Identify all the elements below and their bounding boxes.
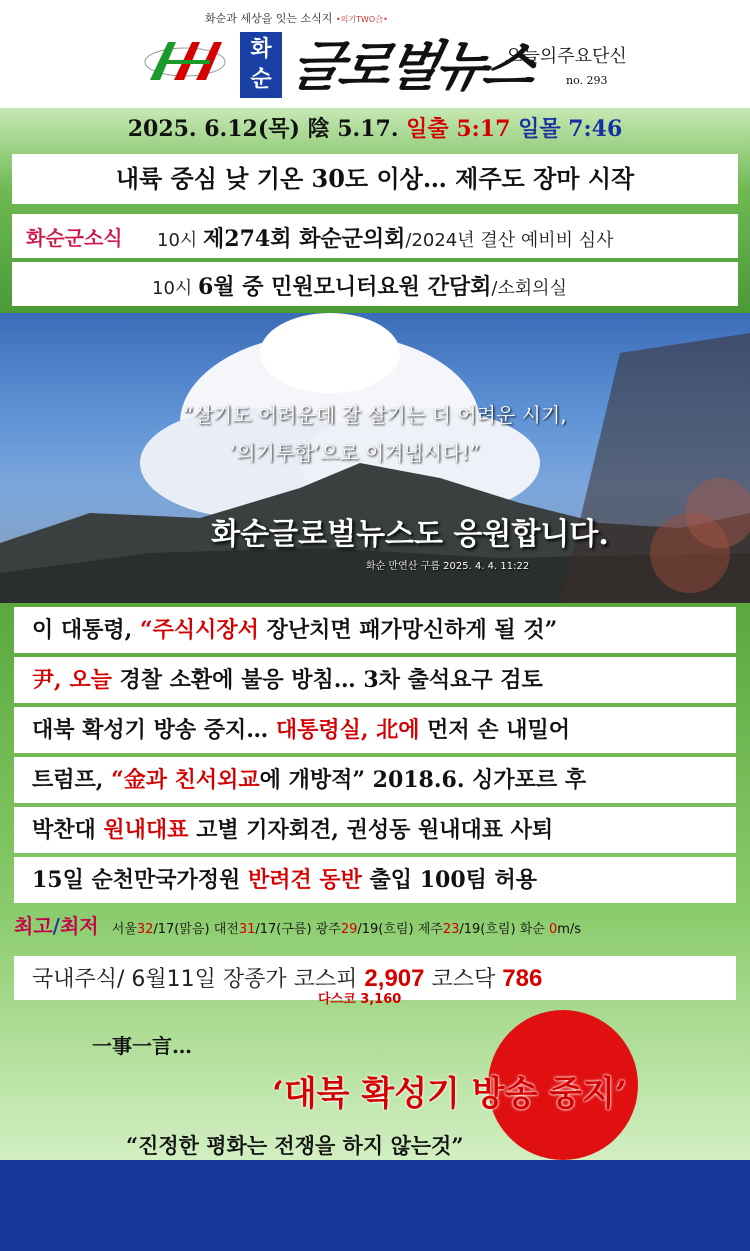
news-item [14,757,736,803]
hs-logo-icon [140,36,230,84]
city-high: 32 [136,922,154,937]
local-item-title: 제274회 화순군의회 [203,226,406,252]
news-text: 15일 순천만국가정원 [32,867,248,893]
city-high: 29 [340,922,358,937]
weather-cities [112,922,581,937]
news-highlight: “주식시장서 [140,617,259,643]
city-rest: /19(흐림) [357,922,414,937]
hwasun-logo-box [240,32,282,98]
sunset-label: 일몰 [518,116,561,142]
weather-row [14,910,736,952]
city-name: 서울 [111,922,137,937]
local-news-item [152,270,567,301]
news-text: 대북 확성기 방송 중지… [32,717,276,743]
news-text: 출입 100팀 허용 [361,867,538,893]
news-text: 트럼프, [32,767,112,793]
news-text: 먼저 손 내밀어 [419,717,570,743]
local-news-label: 화순군소식 [26,226,123,250]
cheer-text: 화순글로벌뉴스도 응원합니다. [211,517,609,552]
news-text: 에 개방적” 2018.6. 싱가포르 후 [259,767,587,793]
news-text: 박찬대 [32,817,104,843]
tagline-text: 화순과 세상을 잇는 소식지 [205,12,333,25]
masthead [0,0,750,108]
news-item [14,807,736,853]
local-item-title: 6월 중 민원모니터요원 간담회 [198,274,492,300]
mountain-photo [0,313,750,603]
hwasun-char-2: 순 [250,67,272,92]
city-rest: m/s [557,922,582,937]
kosdaq-value: 786 [502,965,543,992]
issue-number: no. 293 [566,74,608,87]
weather-label-slash: / [52,914,60,938]
weather-city [214,922,312,937]
quote-line-2: ‘의기투합’으로 이겨냅시다!” [230,441,480,465]
news-item [14,657,736,703]
weather-label-lo: 최저 [59,914,99,938]
news-item [14,707,736,753]
city-name: 광주 [315,922,341,937]
quote-line-1: “살기도 어려운데 잘 살기는 더 어려운 시기, [183,403,567,427]
sunset-time: 7:46 [568,116,623,142]
city-rest: /17(맑음) [153,922,210,937]
news-item [14,857,736,903]
local-item-time: 10시 [157,230,198,251]
weather-city [418,922,516,937]
city-name: 대전 [213,922,239,937]
photo-caption: 화순 만연산 구름 2025. 4. 4. 11:22 [366,561,530,572]
calligraphy-logo: 글로벌뉴스 [284,34,539,98]
news-text: 장난치면 패가망신하게 될 것” [258,617,558,643]
city-high: 23 [442,922,460,937]
kosdaq-label: 코스닥 [431,967,496,992]
local-news-row-2 [12,262,738,306]
local-news-row-1 [12,214,738,258]
sunrise-label: 일출 [406,116,449,142]
date: 2025. 6.12(목) [127,116,300,142]
city-name: 화순 [519,922,545,937]
city-name: 제주 [417,922,443,937]
news-highlight: 尹, 오늘 [32,667,112,693]
stock-text [32,962,542,993]
local-item-time: 10시 [152,278,193,299]
dax-value: 다스코 3,160 [318,992,402,1007]
local-news-item [157,222,614,253]
news-text: 경찰 소환에 불응 방침… 3차 출석요구 검토 [111,667,543,693]
tagline-sub: •의기TWO合• [335,15,388,24]
news-text: 이 대통령, [32,617,140,643]
dateline [0,112,750,143]
kospi-value: 2,907 [364,965,425,992]
weather-label-hi: 최고 [14,914,53,938]
news-highlight: “金과 친서외교 [111,767,260,793]
edition-title: 오늘의주요단신 [505,46,627,67]
stock-label: 국내주식/ 6월11일 장종가 코스피 [32,967,358,992]
city-rest: /19(흐림) [459,922,516,937]
hwasun-char-1: 화 [250,37,272,62]
city-high: 0 [548,922,558,937]
news-highlight: 대통령실, 北에 [275,717,420,743]
news-item [14,607,736,653]
main-headline: 내륙 중심 낮 기온 30도 이상… 제주도 장마 시작 [12,154,738,204]
news-text: 고별 기자회견, 권성동 원내대표 사퇴 [188,817,554,843]
news-highlight: 반려견 동반 [247,867,362,893]
city-rest: /17(구름) [255,922,312,937]
editorial-label: 一事一言… [92,1034,192,1058]
footer-bar [0,1160,750,1251]
lunar-date: 陰 5.17. [307,116,399,142]
city-high: 31 [238,922,256,937]
local-item-detail: /2024년 결산 예비비 심사 [405,230,614,251]
news-highlight: 원내대표 [103,817,189,843]
weather-city [112,922,210,937]
weather-city [520,922,581,937]
editorial-slogan: ‘대북 확성기 방송 중지’ [272,1074,627,1114]
sunrise-time: 5:17 [456,116,511,142]
local-item-detail: /소회의실 [491,278,567,299]
editorial-quote: “진정한 평화는 전쟁을 하지 않는것” [126,1133,464,1158]
weather-city [316,922,414,937]
weather-label [14,914,99,938]
